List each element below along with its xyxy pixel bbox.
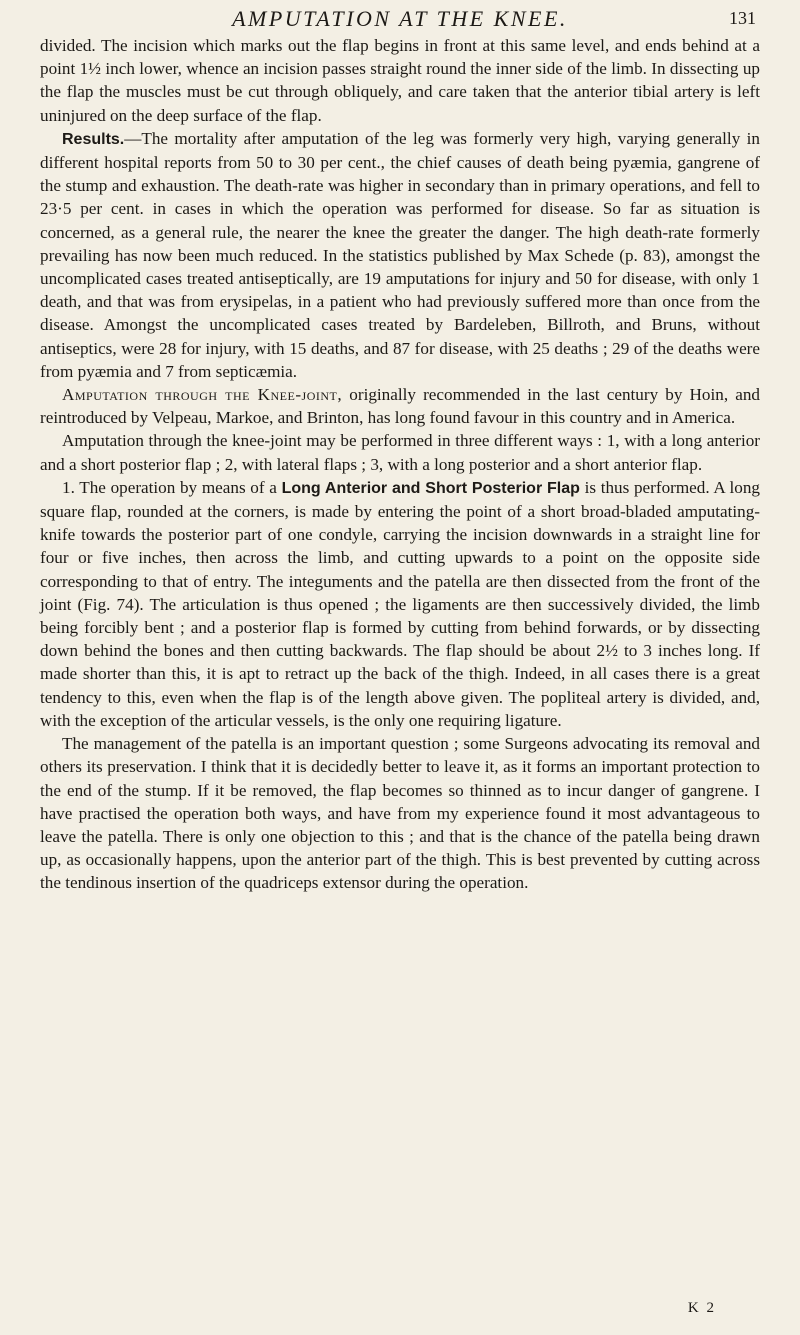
- long-anterior-text: is thus performed. A long square flap, rounded at the corners, is made by entering the point of a short broad-bladed amputating-knife towards the posterior part of one condyle, carrying the incision downwards in a straight line for four or five inches, then across the limb, and cutting upwards to a point on the opposite side corresponding to that of entry. The integuments and the patella are then dissected from the front of the joint (Fig. 74). The articulation is thus opened ; the ligaments are then successively divided, the limb being forcibly bent ; and a posterior flap is formed by cutting from behind forwards, or by dissecting down behind the bones and then cutting backwards. The flap should be about 2½ to 3 inches long. If made shorter than this, it is apt to retract up the back of the thigh. Indeed, in all cases there is a great tendency to this, even when the flap is of the length above given. The popliteal artery is divided, and, with the exception of the articular vessels, is the only one requiring ligature.: [40, 477, 760, 730]
- paragraph-methods: Amputation through the knee-joint may be performed in three different ways : 1, with a long anterior and a short posterior flap ; 2, with lateral flaps ; 3, with a long posterior and a short anterior flap.: [40, 431, 760, 474]
- page-header: [40, 4, 760, 34]
- body-text: [40, 34, 760, 895]
- paragraph-knee-joint: [40, 383, 760, 429]
- paragraph-1: divided. The incision which marks out the flap begins in front at this same level, and ends behind at a point 1½ inch lower, whence an incision passes straight round the inner side of the limb. In dissecting up the flap the muscles must be cut through obliquely, and care taken that the anterior tibial artery is left uninjured on the deep surface of the flap.: [40, 36, 760, 125]
- results-text: —The mortality after amputation of the leg was formerly very high, varying generally in different hospital reports from 50 to 30 per cent., the chief causes of death being pyæmia, gangrene of the stump and exhaustion. The death-rate was higher in secondary than in primary operations, and fell to 23·5 per cent. in cases in which the operation was performed for disease. So far as situation is concerned, as a general rule, the nearer the knee the greater the danger. The high death-rate formerly prevailing has now been much reduced. In the statistics published by Max Schede (p. 83), amongst the uncomplicated cases treated antiseptically, are 19 amputations for injury and 50 for disease, with only 1 death, and that was from erysipelas, in a patient who had previously suffered more than once from the disease. Amongst the uncomplicated cases treated by Bardeleben, Billroth, and Bruns, without antiseptics, were 28 for injury, with 15 deaths, and 87 for disease, with 25 deaths ; 29 of the deaths were from pyæmia and 7 from septicæmia.: [40, 128, 760, 381]
- long-anterior-lead: 1. The operation by means of a: [62, 477, 282, 497]
- running-title: AMPUTATION AT THE KNEE.: [232, 6, 568, 31]
- paragraph-long-anterior-flap: [40, 476, 760, 732]
- long-anterior-heading: Long Anterior and Short Posterior Flap: [281, 479, 580, 497]
- results-heading: Results.: [62, 130, 125, 148]
- paragraph-patella: The management of the patella is an important question ; some Surgeons advocating its removal and others its preservation. I think that it is decidedly better to leave it, as it forms an important protection to the end of the stump. If it be removed, the flap becomes so thinned as to incur danger of gangrene. I have practised the operation both ways, and have from my experience found it most advantageous to leave the patella. There is only one objection to this ; and that is the chance of the patella being drawn up, as occasionally happens, upon the anterior part of the thigh. This is best prevented by cutting across the tendinous insertion of the quadriceps extensor during the operation.: [40, 734, 760, 893]
- knee-joint-text: originally recommended in the last century by Hoin, and reintroduced by Velpeau, Markoe, and Brinton, has long found favour in this country and in America.: [40, 385, 761, 428]
- page-number: 131: [729, 8, 756, 28]
- knee-joint-heading: Amputation through the Knee-joint,: [62, 385, 343, 405]
- signature-mark: K 2: [687, 1300, 716, 1316]
- paragraph-results: [40, 127, 760, 383]
